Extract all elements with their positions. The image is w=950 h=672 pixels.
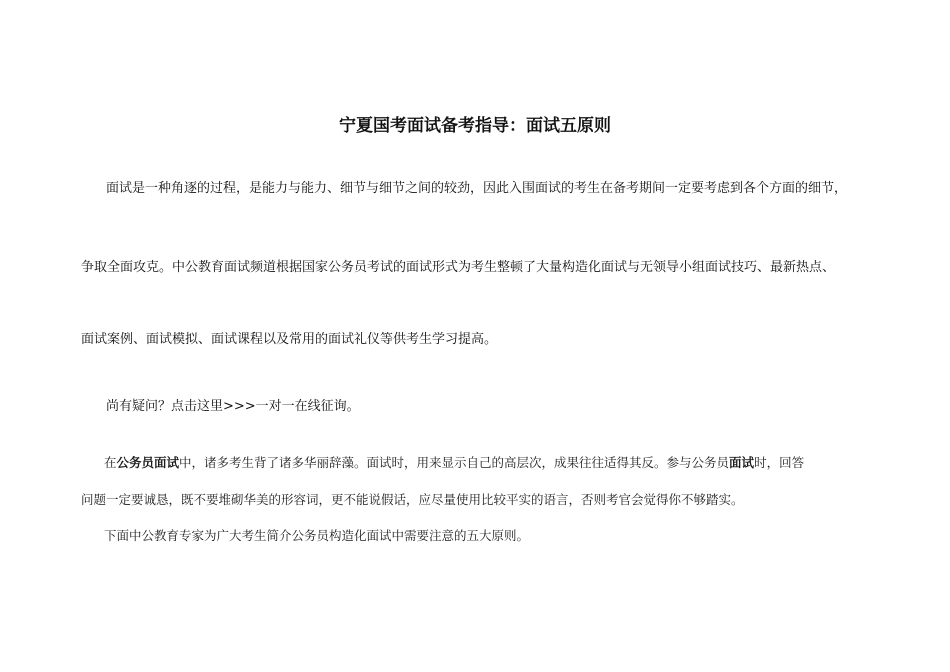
paragraph-2-line-1 xyxy=(104,454,804,472)
paragraph-2-line-2: 问题一定要诚恳，既不要堆砌华美的形容词，更不能说假话，应尽量使用比较平实的语言，否则考官会觉得你不够踏实。 xyxy=(81,492,744,507)
intro-line-1: 面试是一种角逐的过程，是能力与能力、细节与细节之间的较劲，因此入围面试的考生在备考期间一定要考虑到各个方面的细节， xyxy=(106,181,848,196)
p2-text-b: 中，诸多考生背了诸多华丽辞藻。面试时，用来显示自己的高层次，成果往往适得其反。参与公务员 xyxy=(179,455,730,470)
p2-text-a: 在 xyxy=(104,455,117,470)
keyword-civil-servant-interview: 公务员面试 xyxy=(116,455,180,470)
document-title: 宁夏国考面试备考指导：面试五原则 xyxy=(339,116,611,136)
consult-link-line[interactable]: 尚有疑问？点击这里>>>一对一在线征询。 xyxy=(106,399,360,414)
intro-line-3: 面试案例、面试模拟、面试课程以及常用的面试礼仪等供考生学习提高。 xyxy=(81,332,498,347)
keyword-interview: 面试 xyxy=(729,455,755,470)
intro-line-2: 争取全面攻克。中公教育面试频道根据国家公务员考试的面试形式为考生整顿了大量构造化面试与无领导小组面试技巧、最新热点、 xyxy=(81,260,836,275)
paragraph-3: 下面中公教育专家为广大考生简介公务员构造化面试中需要注意的五大原则。 xyxy=(104,528,530,543)
p2-text-c: 时，回答 xyxy=(754,455,805,470)
